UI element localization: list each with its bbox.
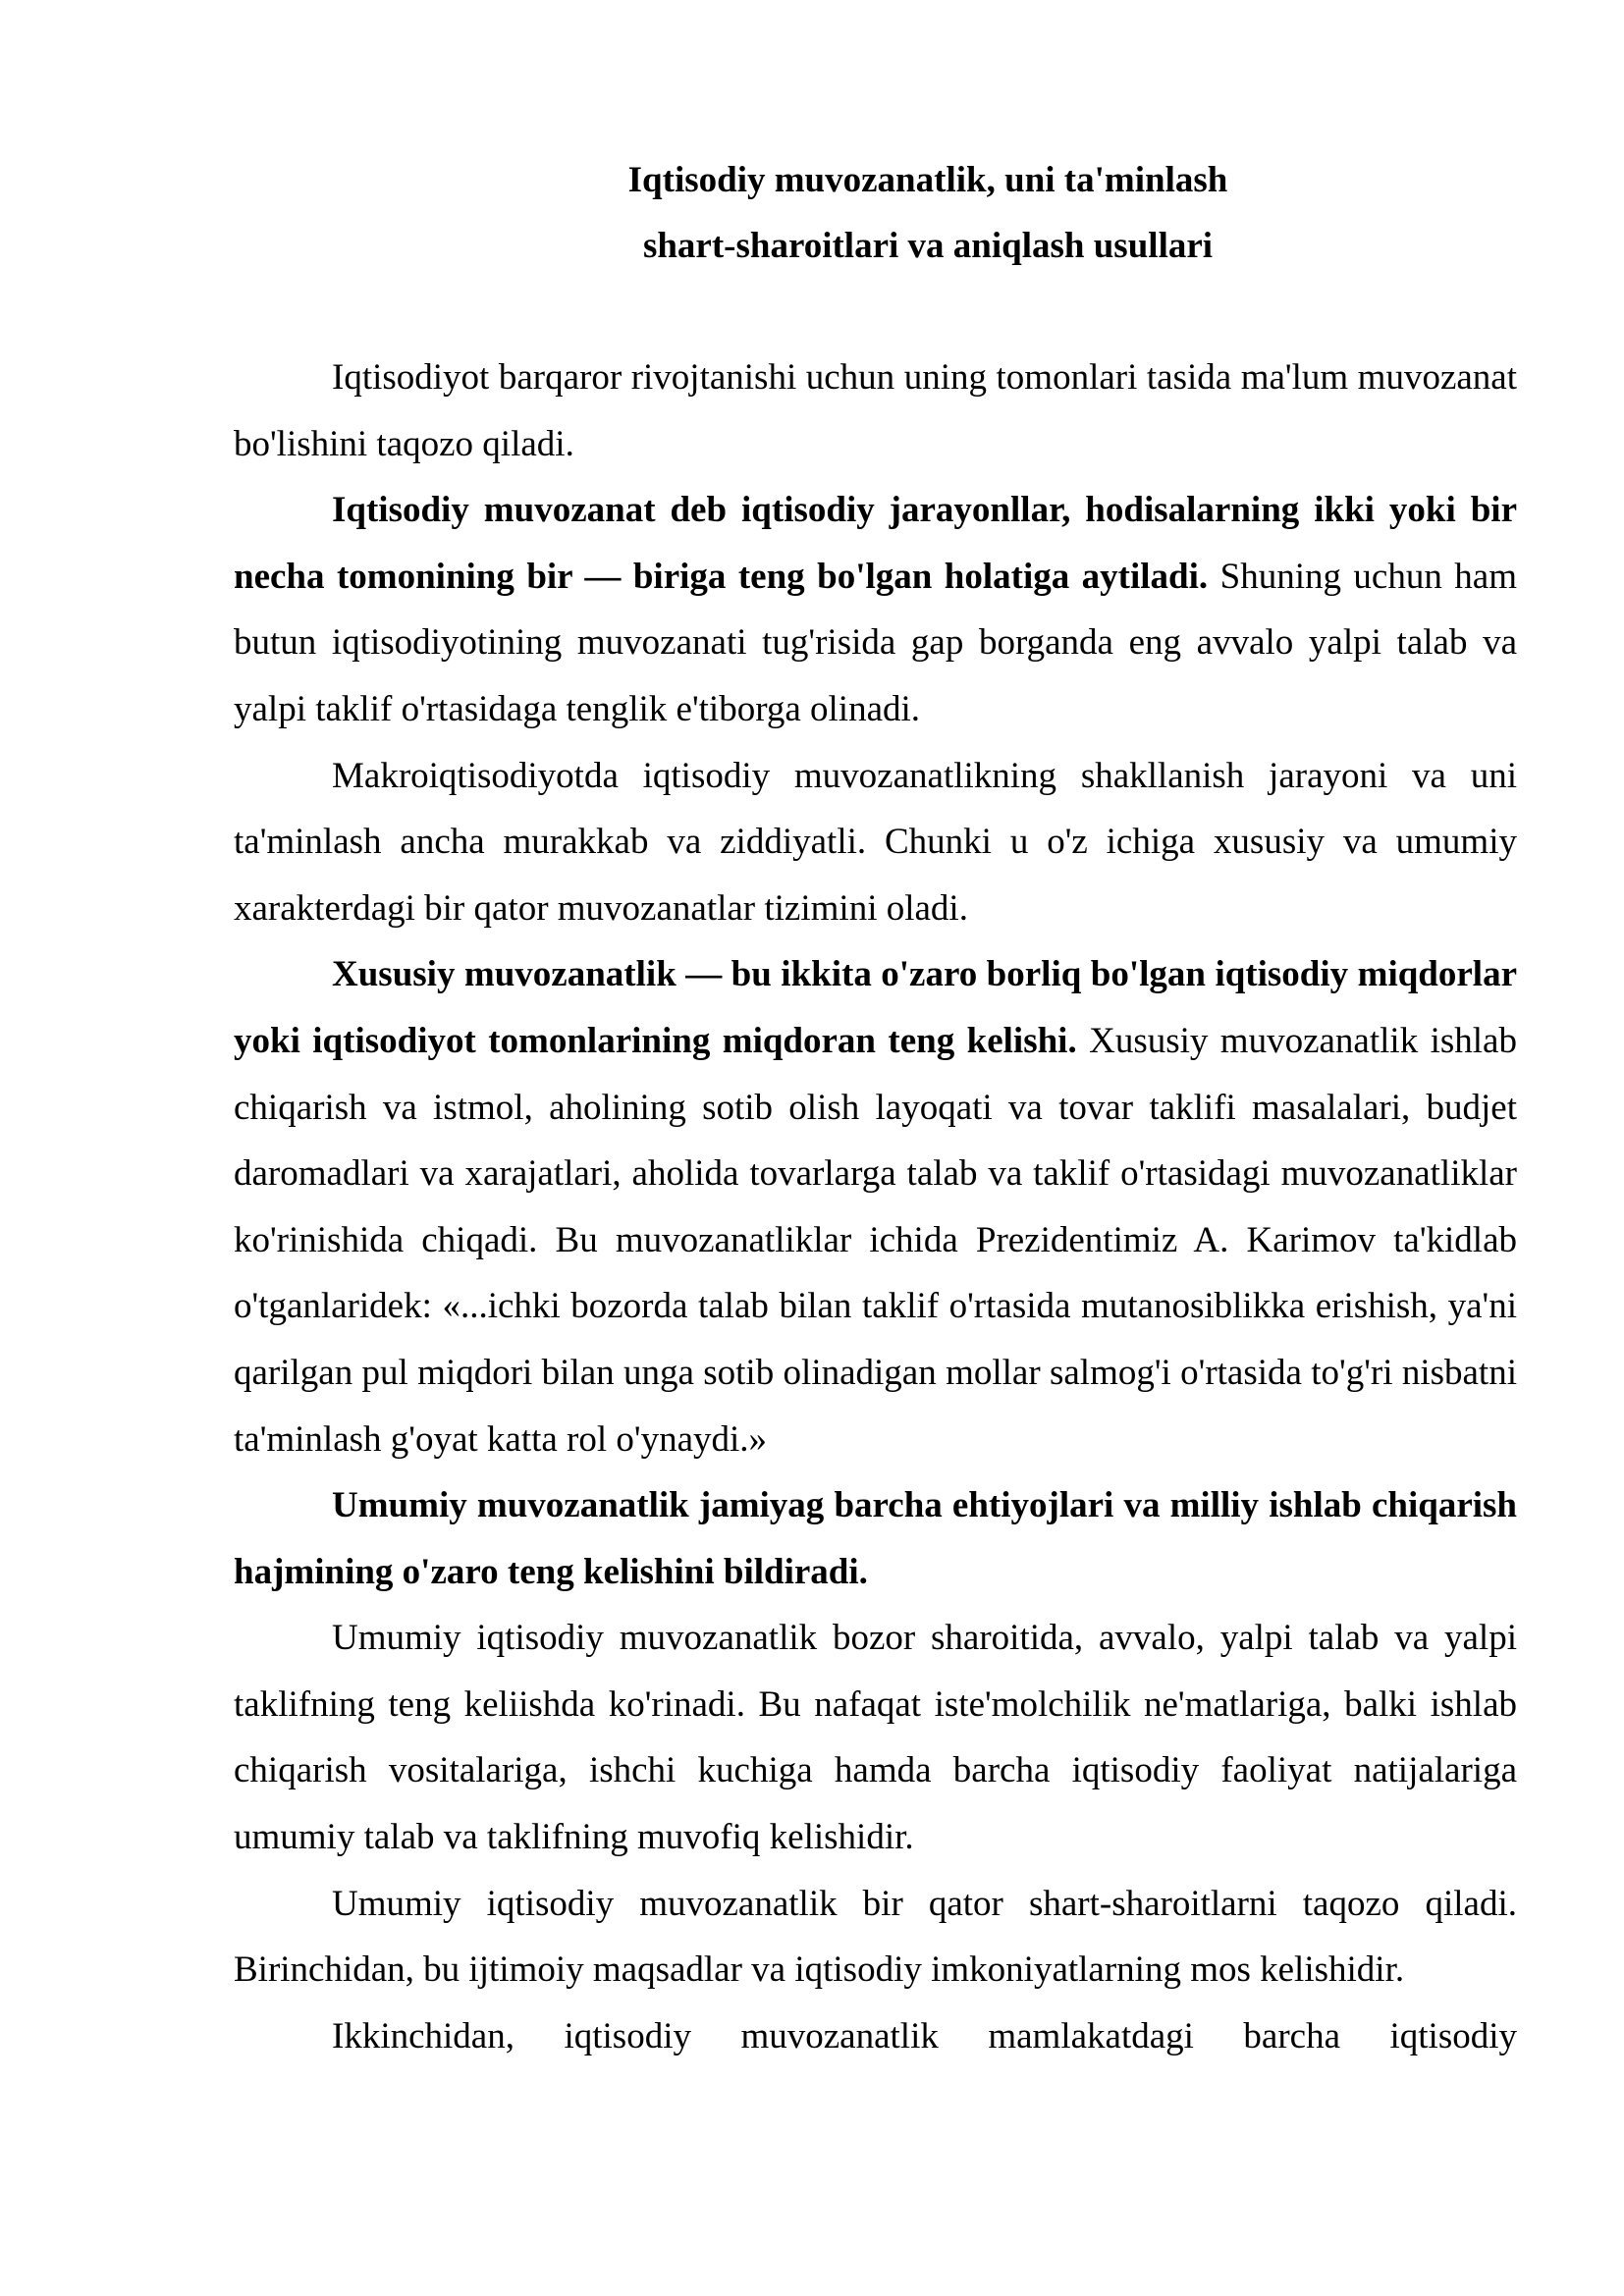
paragraph-8: [234, 2003, 1517, 2070]
paragraph-text: Iqtisodiyot barqaror rivojtanishi uchun uning tomonlari tasida ma'lum muvozanat bo'lishini taqozo qiladi.: [234, 357, 1517, 464]
title-line-2: shart-sharoitlari va aniqlash usullari: [642, 226, 1214, 266]
paragraph-2: [234, 477, 1517, 742]
document-body: [234, 345, 1517, 2069]
document-title: [373, 147, 1483, 279]
paragraph-text: Umumiy iqtisodiy muvozanatlik bir qator shart-sharoitlarni taqozo qiladi. Birinchidan, bu ijtimoiy maqsadlar va iqtisodiy imkoniyatlarning mos kelishidir.: [234, 1883, 1517, 1991]
paragraph-6: [234, 1605, 1517, 1870]
paragraph-text: Xususiy muvozanatlik ishlab chiqarish va istmol, aholining sotib olish layoqati va tovar taklifi masalalari, budjet daromadlari va xarajatlari, aholida tovarlarga talab va taklif o'rtasidagi muvozanatliklar ko'rinishida chiqadi. Bu muvozanatliklar ichida Prezidentimiz A. Karimov ta'kidlab o'tganlaridek: «...ichki bozorda talab bilan taklif o'rtasida mutanosiblikka erishish, ya'ni qarilgan pul miqdori bilan unga sotib olinadigan mollar salmog'i o'rtasida to'g'ri nisbatni ta'minlash g'oyat katta rol o'ynaydi.»: [234, 1020, 1517, 1460]
paragraph-5: [234, 1472, 1517, 1605]
paragraph-text: Shuning uchun ham butun iqtisodiyotining muvozanati tug'risida gap borganda eng avvalo yalpi talab va yalpi taklif o'rtasidaga tenglik e'tiborga olinadi.: [234, 556, 1517, 729]
paragraph-bold-definition: Umumiy muvozanatlik jamiyag barcha ehtiyojlari va milliy ishlab chiqarish hajmining o'zaro teng kelishini bildiradi.: [234, 1485, 1517, 1592]
paragraph-text: Makroiqtisodiyotda iqtisodiy muvozanatlikning shakllanish jarayoni va uni ta'minlash ancha murakkab va ziddiyatli. Chunki u o'z ichiga xususiy va umumiy xarakterdagi bir qator muvozanatlar tizimini oladi.: [234, 755, 1517, 929]
paragraph-text: Umumiy iqtisodiy muvozanatlik bozor sharoitida, avvalo, yalpi talab va yalpi taklifning teng keliishda ko'rinadi. Bu nafaqat iste'molchilik ne'matlariga, balki ishlab chiqarish vositalariga, ishchi kuchiga hamda barcha iqtisodiy faoliyat natijalariga umumiy talab va taklifning muvofiq kelishidir.: [234, 1618, 1517, 1858]
title-line-1: Iqtisodiy muvozanatlik, uni ta'minlash: [627, 160, 1228, 200]
paragraph-4: [234, 941, 1517, 1472]
paragraph-3: [234, 743, 1517, 942]
paragraph-text: Ikkinchidan, iqtisodiy muvozanatlik mamlakatdagi barcha iqtisodiy: [332, 2015, 1517, 2056]
paragraph-7: [234, 1871, 1517, 2003]
paragraph-1: [234, 345, 1517, 477]
paragraph-bold-definition: Xususiy muvozanatlik — bu ikkita o'zaro borliq bo'lgan iqtisodiy miqdorlar yoki iqtisodiyot tomonlarining miqdoran teng kelishi.: [234, 954, 1517, 1061]
paragraph-bold-definition: Iqtisodiy muvozanat deb iqtisodiy jarayonllar, hodisalarning ikki yoki bir necha tomonining bir — biriga teng bo'lgan holatiga aytiladi.: [234, 490, 1517, 597]
